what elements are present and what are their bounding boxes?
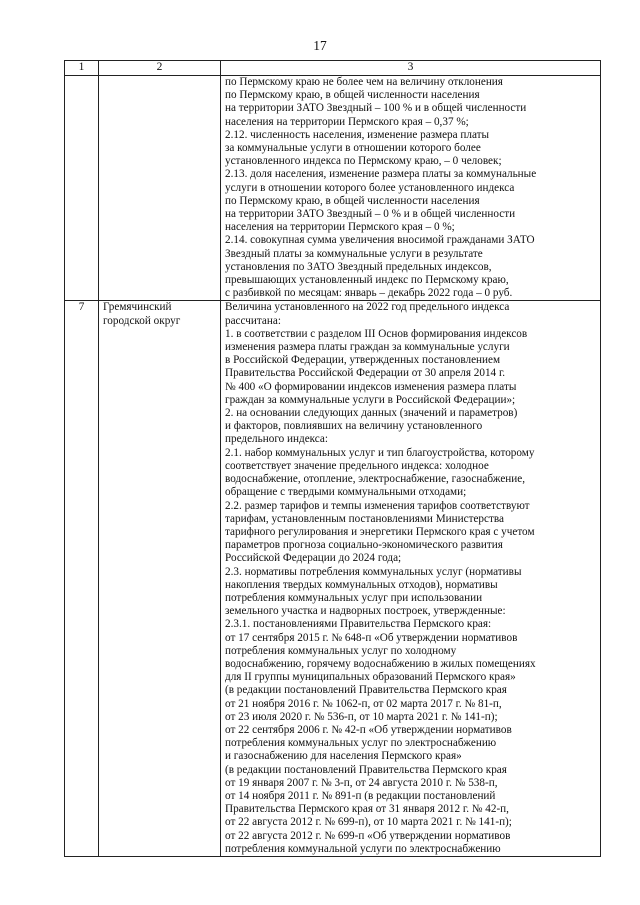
text-line: превышающих установленный индекс по Пермскому краю, (225, 274, 509, 287)
text-line: Звездный платы за коммунальные услуги в результате (225, 247, 483, 260)
text-line: по Пермскому краю, в общей численности населения (225, 89, 480, 102)
text-line: 2.1. набор коммунальных услуг и тип благоустройства, которому (225, 446, 535, 459)
text-line: Российской Федерации до 2024 года; (225, 552, 402, 565)
municipality-cell (99, 76, 221, 301)
text-line: Правительства Пермского края от 31 января 2012 г. № 42-п, (225, 803, 509, 816)
text-line: параметров прогноза социально-экономического развития (225, 539, 503, 552)
text-line: накопления твердых коммунальных отходов), нормативы (225, 578, 498, 591)
description-cell (221, 301, 601, 857)
text-line: 2.14. совокупная сумма увеличения вносимой гражданами ЗАТО (225, 234, 535, 247)
row-number-cell: 7 (65, 301, 99, 857)
text-line: и газоснабжению для населения Пермского края» (225, 750, 462, 763)
table-header-row (65, 61, 601, 76)
text-line: граждан за коммунальные услуги в Российской Федерации»; (225, 393, 516, 406)
text-line: 2.2. размер тарифов и темпы изменения тарифов соответствуют (225, 499, 530, 512)
text-line: Правительства Российской Федерации от 30 апреля 2014 г. (225, 367, 506, 380)
table-row-gremyachinsky (65, 301, 601, 857)
text-line: с разбивкой по месяцам: январь – декабрь 2022 года – 0 руб. (225, 287, 513, 300)
text-line: 2.13. доля населения, изменение размера платы за коммунальные (225, 168, 537, 181)
text-line: потребления коммунальных услуг по холодному (225, 644, 457, 657)
text-line: 1. в соответствии с разделом III Основ формирования индексов (225, 327, 528, 340)
text-line: населения на территории Пермского края – 0,37 %; (225, 115, 469, 128)
text-line: и факторов, повлиявших на величину установленного (225, 420, 483, 433)
text-line: от 23 июля 2020 г. № 536-п, от 10 марта 2021 г. № 141-п); (225, 710, 498, 723)
column-header-3: 3 (221, 61, 601, 76)
text-line: изменения размера платы граждан за коммунальные услуги (225, 341, 510, 354)
description-cell (221, 76, 601, 301)
column-header-2: 2 (99, 61, 221, 76)
text-line: предельного индекса: (225, 433, 328, 446)
text-line: (в редакции постановлений Правительства Пермского края (225, 684, 507, 697)
text-line: в Российской Федерации, утвержденных постановлением (225, 354, 501, 367)
text-line: от 21 ноября 2016 г. № 1062-п, от 02 марта 2017 г. № 81-п, (225, 697, 502, 710)
text-line: населения на территории Пермского края – 0 %; (225, 221, 455, 234)
text-line: по Пермскому краю не более чем на величину отклонения (225, 76, 503, 88)
text-line: 2.3.1. постановлениями Правительства Пермского края: (225, 618, 492, 631)
text-line: за коммунальные услуги в отношении которого более (225, 142, 481, 155)
text-line: установленного индекса по Пермскому краю, – 0 человек; (225, 155, 502, 168)
text-line: потребления коммунальных услуг при использовании (225, 591, 483, 604)
column-header-1: 1 (65, 61, 99, 76)
text-line: потребления коммунальных услуг по электроснабжению (225, 737, 497, 750)
text-line: 2.12. численность населения, изменение размера платы (225, 128, 490, 141)
text-line: тарифам, установленным постановлениями Министерства (225, 512, 504, 525)
index-table (64, 60, 601, 857)
text-line: 2. на основании следующих данных (значений и параметров) (225, 407, 518, 420)
text-line: для II группы муниципальных образований Пермского края» (225, 671, 516, 684)
text-line: услуги в отношении которого более установленного индекса (225, 181, 515, 194)
text-line: по Пермскому краю, в общей численности населения (225, 194, 480, 207)
text-line: № 400 «О формировании индексов изменения размера платы (225, 380, 517, 393)
text-line: водоснабжение, отопление, электроснабжение, газоснабжение, (225, 473, 526, 486)
text-line: 2.3. нормативы потребления коммунальных услуг (нормативы (225, 565, 522, 578)
table-row-continuation (65, 76, 601, 301)
text-line: земельного участка и надворных построек, утвержденные: (225, 605, 506, 618)
text-line: на территории ЗАТО Звездный – 0 % и в общей численности (225, 208, 516, 221)
text-line: соответствует значение предельного индекса: холодное (225, 459, 489, 472)
text-line: водоснабжению, горячему водоснабжению в жилых помещениях (225, 657, 536, 670)
row-number-cell (65, 76, 99, 301)
text-line: от 19 января 2007 г. № 3-п, от 24 августа 2010 г. № 538-п, (225, 776, 498, 789)
text-line: от 22 августа 2012 г. № 699-п), от 10 марта 2021 г. № 141-п); (225, 816, 512, 829)
text-line: от 22 августа 2012 г. № 699-п «Об утверждении нормативов (225, 829, 511, 842)
text-line: от 17 сентября 2015 г. № 648-п «Об утверждении нормативов (225, 631, 518, 644)
page-number: 17 (313, 38, 327, 53)
text-line: потребления коммунальной услуги по электроснабжению (225, 842, 501, 855)
text-line: обращение с твердыми коммунальными отходами; (225, 486, 467, 499)
text-line: тарифного регулирования и энергетики Пермского края с учетом (225, 525, 535, 538)
text-line: (в редакции постановлений Правительства Пермского края (225, 763, 507, 776)
text-line: от 22 сентября 2006 г. № 42-п «Об утверждении нормативов (225, 723, 512, 736)
text-line: установления по ЗАТО Звездный предельных индексов, (225, 260, 492, 273)
text-line: Величина установленного на 2022 год предельного индекса (225, 301, 510, 314)
municipality-cell: Гремячинский городской округ (99, 301, 221, 857)
text-line: на территории ЗАТО Звездный – 100 % и в общей численности (225, 102, 527, 115)
text-line: от 14 ноября 2011 г. № 891-п (в редакции постановлений (225, 789, 496, 802)
text-line: рассчитана: (225, 314, 281, 327)
